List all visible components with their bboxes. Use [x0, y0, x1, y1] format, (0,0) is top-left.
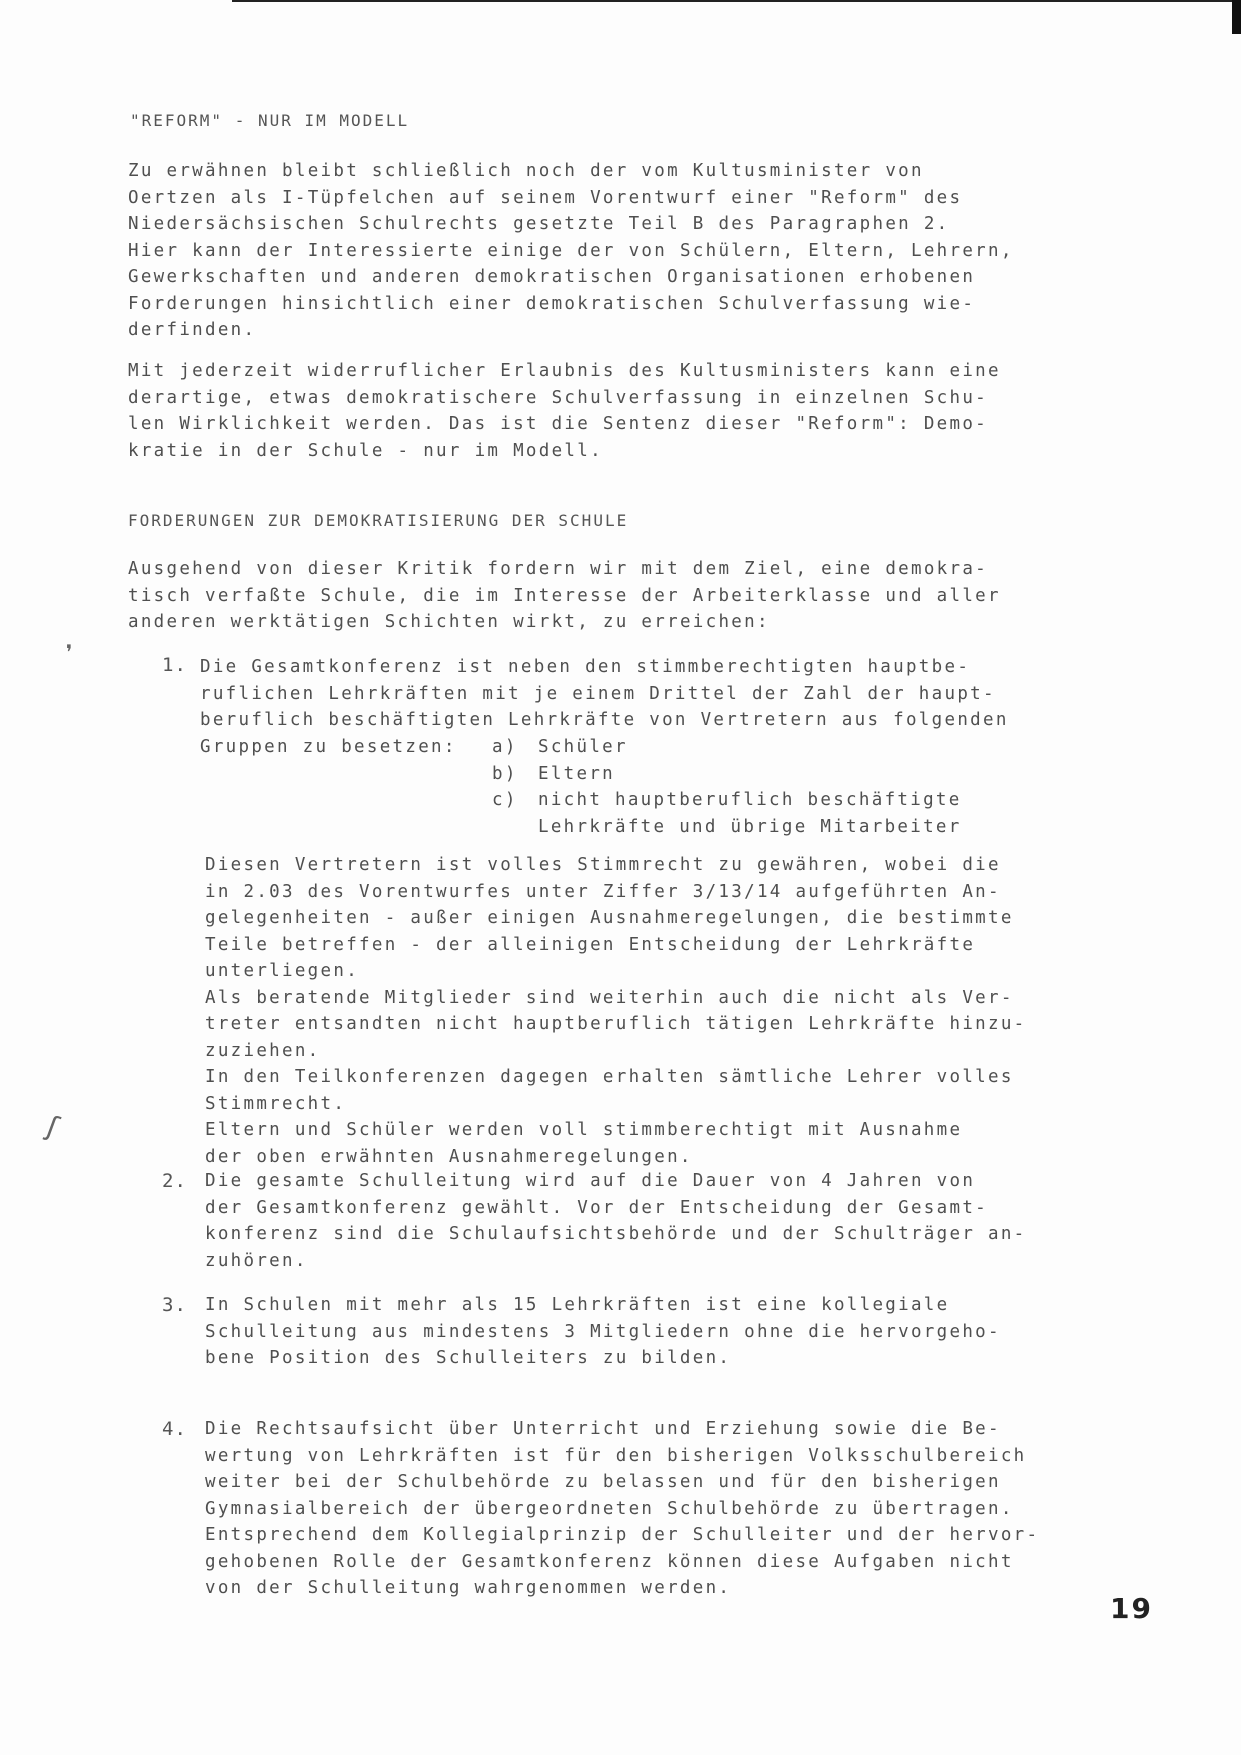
text-line: Schulleitung aus mindestens 3 Mitgliedern ohne die hervorgeho- [205, 1321, 1001, 1342]
sub-list-text: nicht hauptberuflich beschäftigte [538, 790, 962, 810]
text-line: Entsprechend dem Kollegialprinzip der Schulleiter und der hervor- [205, 1525, 1040, 1545]
text-line: Mit jederzeit widerruflicher Erlaubnis des Kultusministers kann eine [128, 361, 1001, 381]
text-line: gehobenen Rolle der Gesamtkonferenz können diese Aufgaben nicht [205, 1551, 1014, 1572]
sub-list-marker: c) [492, 790, 518, 810]
text-line: derfinden. [128, 320, 257, 340]
top-rule [232, 0, 1232, 2]
list-item-number: 1. [162, 654, 187, 676]
text-line: treter entsandten nicht hauptberuflich tätigen Lehrkräfte hinzu- [205, 1014, 1027, 1034]
sub-list-item [492, 734, 962, 761]
sub-list-text: Schüler [538, 737, 628, 757]
list-item-number: 4. [162, 1418, 187, 1440]
text-line: beruflich beschäftigten Lehrkräfte von Vertretern aus folgenden [200, 710, 1009, 730]
text-line: Ausgehend von dieser Kritik fordern wir mit dem Ziel, eine demokra- [128, 559, 989, 579]
sub-list-item [492, 761, 962, 788]
text-line: der Gesamtkonferenz gewählt. Vor der Entscheidung der Gesamt- [205, 1197, 988, 1218]
text-line: zuziehen. [205, 1040, 321, 1061]
text-line: Gymnasialbereich der übergeordneten Schulbehörde zu übertragen. [205, 1498, 1014, 1519]
text-line: derartige, etwas demokratischere Schulverfassung in einzelnen Schu- [128, 387, 989, 408]
text-line: unterliegen. [205, 961, 360, 981]
sub-list-item [492, 814, 962, 841]
text-line: weiter bei der Schulbehörde zu belassen und für den bisherigen [205, 1472, 1001, 1492]
text-line: bene Position des Schulleiters zu bilden. [205, 1348, 732, 1368]
text-line: Die Rechtsaufsicht über Unterricht und Erziehung sowie die Be- [205, 1419, 1001, 1439]
text-line: in 2.03 des Vorentwurfes unter Ziffer 3/13/14 aufgeführten An- [205, 881, 1001, 902]
paragraph-erlaubnis [128, 358, 1001, 464]
text-line: gelegenheiten - außer einigen Ausnahmeregelungen, die bestimmte [205, 908, 1014, 928]
text-line: Die gesamte Schulleitung wird auf die Dauer von 4 Jahren von [205, 1171, 976, 1191]
sub-list-marker: a) [492, 737, 518, 757]
text-line: Oertzen als I-Tüpfelchen auf seinem Vorentwurf einer "Reform" des [128, 187, 963, 208]
sub-list-item [492, 787, 962, 814]
margin-mark: ❜ [66, 640, 73, 664]
text-line: von der Schulleitung wahrgenommen werden. [205, 1578, 732, 1598]
paragraph-reform [128, 158, 1014, 344]
text-line: Eltern und Schüler werden voll stimmberechtigt mit Ausnahme [205, 1120, 963, 1140]
margin-mark: ʃ [42, 1109, 63, 1144]
sub-list [492, 734, 962, 840]
text-line: anderen werktätigen Schichten wirkt, zu erreichen: [128, 612, 770, 632]
edge-mark [1232, 0, 1241, 34]
text-line: In Schulen mit mehr als 15 Lehrkräften ist eine kollegiale [205, 1295, 950, 1315]
page-number: 19 [1110, 1592, 1153, 1625]
text-line: Forderungen hinsichtlich einer demokratischen Schulverfassung wie- [128, 293, 976, 314]
text-line: ruflichen Lehrkräften mit je einem Drittel der Zahl der haupt- [200, 683, 996, 704]
list-item-number: 2. [162, 1170, 187, 1192]
list-item-text [205, 1416, 1039, 1602]
text-line: tisch verfaßte Schule, die im Interesse der Arbeiterklasse und aller [128, 585, 1001, 606]
text-line: In den Teilkonferenzen dagegen erhalten sämtliche Lehrer volles [205, 1067, 1014, 1087]
sub-list-text: Eltern [538, 763, 616, 784]
text-line: Niedersächsischen Schulrechts gesetzte Teil B des Paragraphen 2. [128, 214, 950, 234]
text-line: kratie in der Schule - nur im Modell. [128, 440, 603, 461]
list-item-text [205, 1292, 1001, 1372]
text-line: Als beratende Mitglieder sind weiterhin auch die nicht als Ver- [205, 987, 1014, 1008]
text-line: konferenz sind die Schulaufsichtsbehörde und der Schulträger an- [205, 1224, 1027, 1244]
text-line: der oben erwähnten Ausnahmeregelungen. [205, 1146, 693, 1167]
section-heading-forderungen: FORDERUNGEN ZUR DEMOKRATISIERUNG DER SCHULE [128, 511, 629, 530]
sub-list-text: Lehrkräfte und übrige Mitarbeiter [538, 816, 962, 837]
text-line: wertung von Lehrkräften ist für den bisherigen Volksschulbereich [205, 1445, 1027, 1466]
paragraph-intro [128, 556, 1001, 636]
text-line: Diesen Vertretern ist volles Stimmrecht zu gewähren, wobei die [205, 855, 1001, 875]
text-line: Gruppen zu besetzen: [200, 736, 457, 757]
text-line: Stimmrecht. [205, 1093, 347, 1114]
text-line: Teile betreffen - der alleinigen Entscheidung der Lehrkräfte [205, 934, 976, 955]
list-item-continuation [205, 852, 1027, 1170]
text-line: Hier kann der Interessierte einige der von Schülern, Eltern, Lehrern, [128, 240, 1014, 261]
sub-list-marker [492, 814, 538, 841]
text-line: Zu erwähnen bleibt schließlich noch der vom Kultusminister von [128, 161, 924, 181]
list-item-text [205, 1168, 1027, 1274]
text-line: zuhören. [205, 1250, 308, 1271]
text-line: Die Gesamtkonferenz ist neben den stimmberechtigten hauptbe- [200, 657, 971, 677]
text-line: len Wirklichkeit werden. Das ist die Sentenz dieser "Reform": Demo- [128, 414, 989, 434]
text-line: Gewerkschaften und anderen demokratischen Organisationen erhobenen [128, 267, 976, 287]
list-item-number: 3. [162, 1294, 187, 1316]
sub-list-marker: b) [492, 763, 518, 784]
section-heading-reform: "REFORM" - NUR IM MODELL [130, 111, 410, 130]
